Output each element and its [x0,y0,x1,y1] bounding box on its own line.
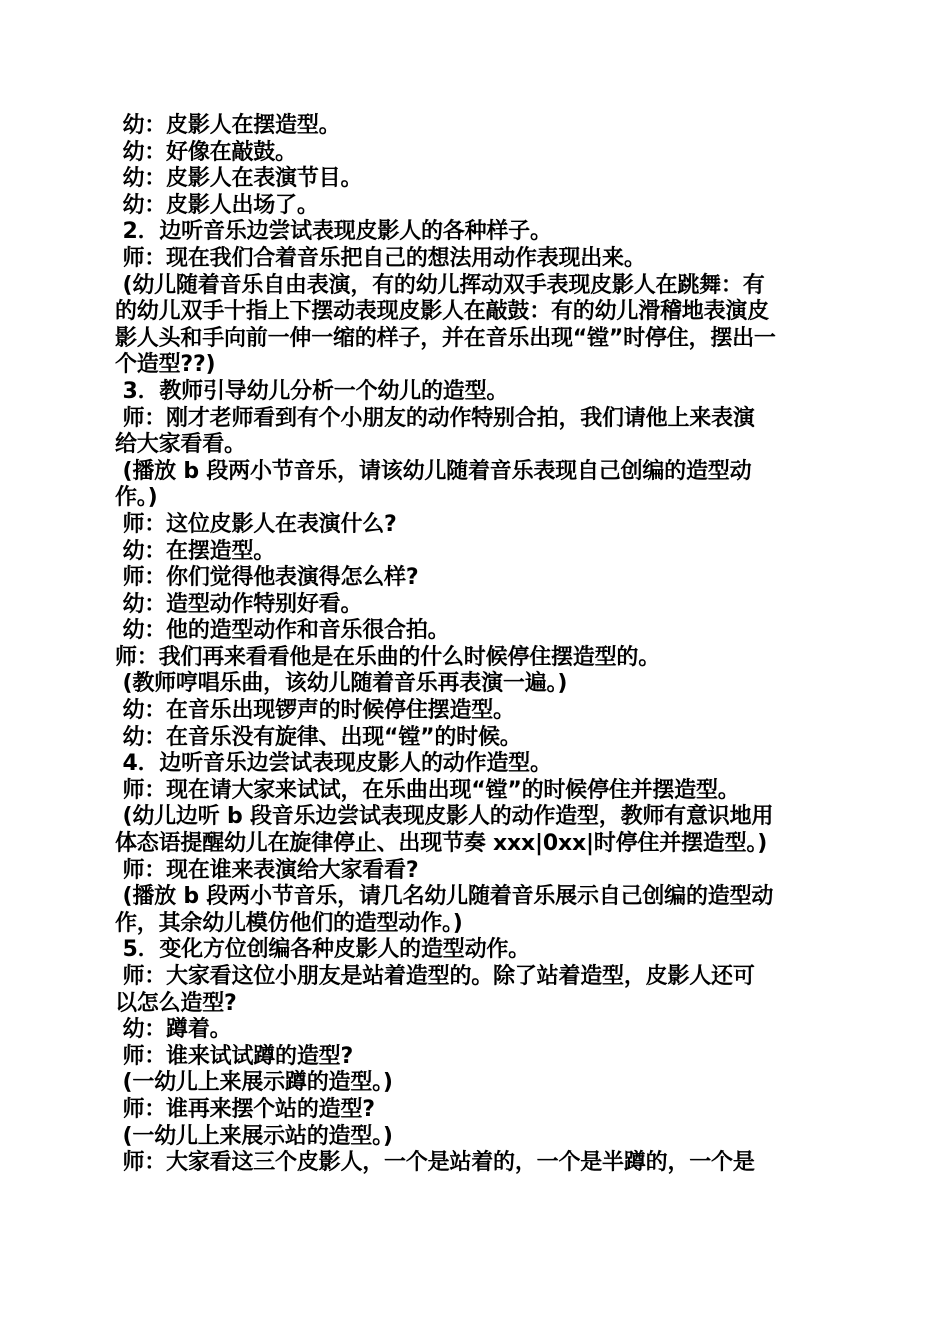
text-line: 作，其余幼儿模仿他们的造型动作。) [115,910,463,936]
text-line: 幼：在音乐没有旋律、出现“镗”的时候。 [115,724,522,750]
text-line: (播放 b 段两小节音乐，请该幼儿随着音乐表现自己创编的造型动 [115,458,752,484]
text-line: 师：我们再来看看他是在乐曲的什么时候停住摆造型的。 [115,644,661,670]
text-line: 体态语提醒幼儿在旋律停止、出现节奏 xxx|0xx|时停住并摆造型。) [115,831,768,857]
text-line: (一幼儿上来展示蹲的造型。) [115,1070,393,1096]
text-line: 师：谁再来摆个站的造型? [115,1096,375,1122]
text-line: (幼儿边听 b 段音乐边尝试表现皮影人的动作造型，教师有意识地用 [115,804,774,830]
text-line: (教师哼唱乐曲，该幼儿随着音乐再表演一遍。) [115,671,568,697]
section-heading: 4．边听音乐边尝试表现皮影人的动作造型。 [115,751,552,777]
text-line: 幼：在摆造型。 [115,538,276,564]
section-heading: 2．边听音乐边尝试表现皮影人的各种样子。 [115,219,552,245]
text-line: 师：现在请大家来试试，在乐曲出现“镗”的时候停住并摆造型。 [115,777,740,803]
document-body [115,113,835,1177]
text-line: 师：大家看这三个皮影人，一个是站着的，一个是半蹲的，一个是 [115,1150,755,1176]
text-line: 幼：皮影人出场了。 [115,192,319,218]
text-line: 作。) [115,485,158,511]
text-line: (幼儿随着音乐自由表演，有的幼儿挥动双手表现皮影人在跳舞：有 [115,272,765,298]
text-line: 的幼儿双手十指上下摆动表现皮影人在敲鼓：有的幼儿滑稽地表演皮 [115,299,770,325]
text-line: 幼：蹲着。 [115,1017,232,1043]
text-line: (播放 b 段两小节音乐，请几名幼儿随着音乐展示自己创编的造型动 [115,884,774,910]
text-line: 师：这位皮影人在表演什么? [115,511,397,537]
text-line: 幼：皮影人在摆造型。 [115,113,341,138]
text-line: 影人头和手向前一伸一缩的样子，并在音乐出现“镗”时停住，摆出一 [115,325,776,351]
text-line: 师：谁来试试蹲的造型? [115,1043,354,1069]
text-line: (一幼儿上来展示站的造型。) [115,1123,393,1149]
text-line: 师：刚才老师看到有个小朋友的动作特别合拍，我们请他上来表演 [115,405,755,431]
text-line: 师：你们觉得他表演得怎么样? [115,565,419,591]
text-line: 师：现在谁来表演给大家看看? [115,857,419,883]
section-heading: 5．变化方位创编各种皮影人的造型动作。 [115,937,530,963]
text-line: 幼：造型动作特别好看。 [115,591,363,617]
text-line: 以怎么造型? [115,990,237,1016]
text-line: 幼：好像在敲鼓。 [115,139,297,165]
text-line: 幼：他的造型动作和音乐很合拍。 [115,618,450,644]
text-line: 个造型??) [115,352,216,378]
text-line: 幼：在音乐出现锣声的时候停住摆造型。 [115,698,515,724]
text-line: 师：现在我们合着音乐把自己的想法用动作表现出来。 [115,245,646,271]
text-line: 幼：皮影人在表演节目。 [115,166,363,192]
text-line: 给大家看看。 [115,432,246,458]
text-line: 师：大家看这位小朋友是站着造型的。除了站着造型，皮影人还可 [115,964,755,989]
section-heading: 3．教师引导幼儿分析一个幼儿的造型。 [115,378,509,404]
